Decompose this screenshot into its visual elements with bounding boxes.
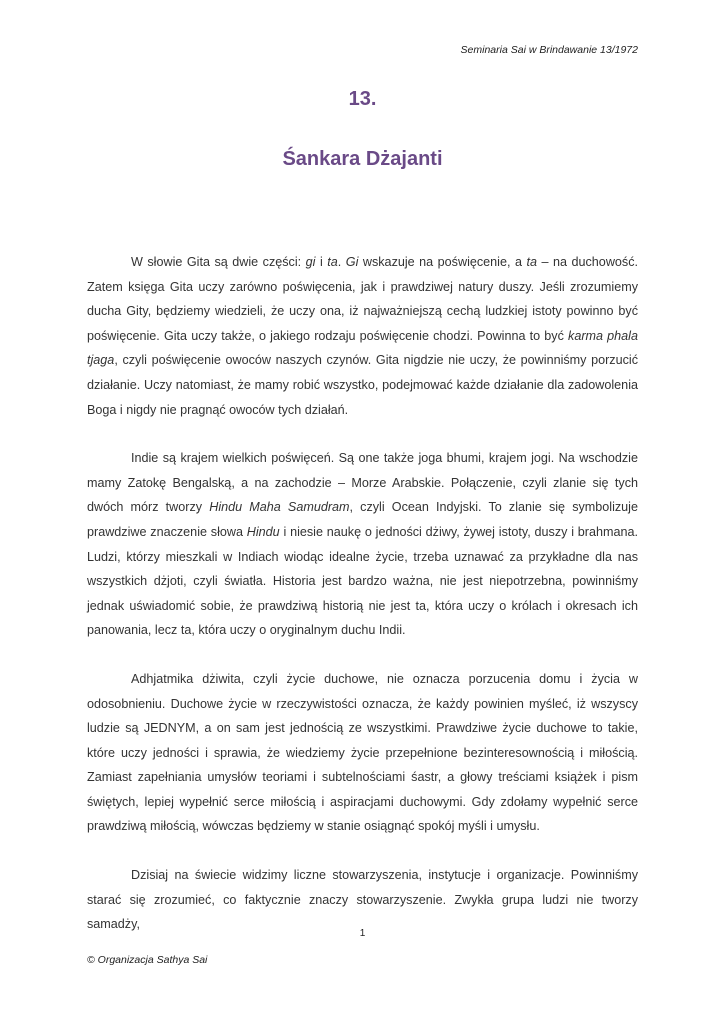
italic-term: gi — [305, 255, 316, 269]
paragraph-2 — [87, 446, 638, 643]
text-run: i — [315, 255, 328, 269]
footer-copyright: © Organizacja Sathya Sai — [87, 954, 208, 966]
italic-term: Hindu — [246, 524, 280, 539]
paragraph-1 — [87, 250, 638, 422]
text-run: Indie są krajem wielkich poświęceń. Są one także joga bhumi, krajem jogi. Na wschodzie mamy Zatokę Bengalską, a na zachodzie – Morze Arabskie. Połączenie, czyli zlanie się tych dwóch mórz tworzy — [87, 451, 638, 515]
text-run: i niesie naukę o jedności dżiwy, żywej istoty, duszy i brahmana. Ludzi, którzy mieszkali w Indiach wiodąc idealne życie, trzeba uznawać za przykładne dla nas wszystkich dżjoti, czyli światła. Historia jest bardzo ważna, nie jest niepotrzebna, powinniśmy jednak uświadomić sobie, że prawdziwą historią nie jest ta, która uczy o królach i okresach ich panowania, lecz ta, która uczy o oryginalnym duchu Indii. — [87, 524, 639, 638]
text-run: – na duchowość. Zatem księga Gita uczy zarówno poświęcenia, jak i prawdziwej natury duszy. Jeśli zrozumiemy ducha Gity, będziemy wiedzieli, że uczy ona, iż najważniejszą cechą ludzkiej istoty powinno być poświęcenie. Gita uczy także, o jakiego rodzaju poświęcenie chodzi. Powinna to być — [87, 255, 639, 343]
text-run: Dzisiaj na świecie widzimy liczne stowarzyszenia, instytucje i organizacje. Powinniśmy starać się zrozumieć, co faktycznie znaczy stowarzyszenie. Zwykła grupa ludzi nie tworzy samadży, — [87, 868, 638, 932]
text-run: , czyli Ocean Indyjski. To zlanie się symbolizuje prawdziwe znaczenie słowa — [87, 500, 638, 539]
italic-term: ta — [526, 255, 537, 269]
text-run: , czyli poświęcenie owoców naszych czynów. Gita nigdzie nie uczy, że powinniśmy porzucić działanie. Uczy natomiast, że mamy robić wszystko, podejmować każde działanie dla zadowolenia Boga i nigdy nie pragnąć owoców tych działań. — [87, 353, 638, 417]
italic-term: Hindu Maha Samudram — [209, 500, 350, 515]
text-run: wskazuje na poświęcenie, a — [358, 255, 527, 269]
text-run: . — [337, 255, 346, 269]
chapter-title: Śankara Dżajanti — [282, 148, 443, 170]
body-text — [87, 250, 638, 961]
paragraph-3 — [87, 667, 638, 839]
italic-term: ta — [327, 255, 338, 269]
chapter-number: 13. — [348, 88, 377, 110]
text-run: W słowie Gita są dwie części: — [131, 255, 306, 269]
running-header: Seminaria Sai w Brindawanie 13/1972 — [460, 44, 638, 56]
paragraph-4 — [87, 863, 638, 937]
page-number: 1 — [359, 928, 366, 939]
italic-term: karma phala tjaga — [87, 328, 638, 368]
italic-term: Gi — [345, 255, 359, 269]
text-run: Adhjatmika dżiwita, czyli życie duchowe, nie oznacza porzucenia domu i życia w odosobnieniu. Duchowe życie w rzeczywistości oznacza, że każdy powinien myśleć, iż wszyscy ludzie są JEDNYM, a on sam jest jednością ze wszystkimi. Prawdziwe życie duchowe to takie, które uczy jedności i sprawia, że wiedziemy życie przepełnione bezinteresownością i miłością. Zamiast zapełniania umysłów teoriami i subtelnościami śastr, a głowy treściami książek i pism świętych, lepiej wypełnić serce miłością i aspiracjami duchowymi. Gdy zdołamy wypełnić serce prawdziwą miłością, wówczas będziemy w stanie osiągnąć spokój myśli i umysłu. — [87, 671, 638, 834]
